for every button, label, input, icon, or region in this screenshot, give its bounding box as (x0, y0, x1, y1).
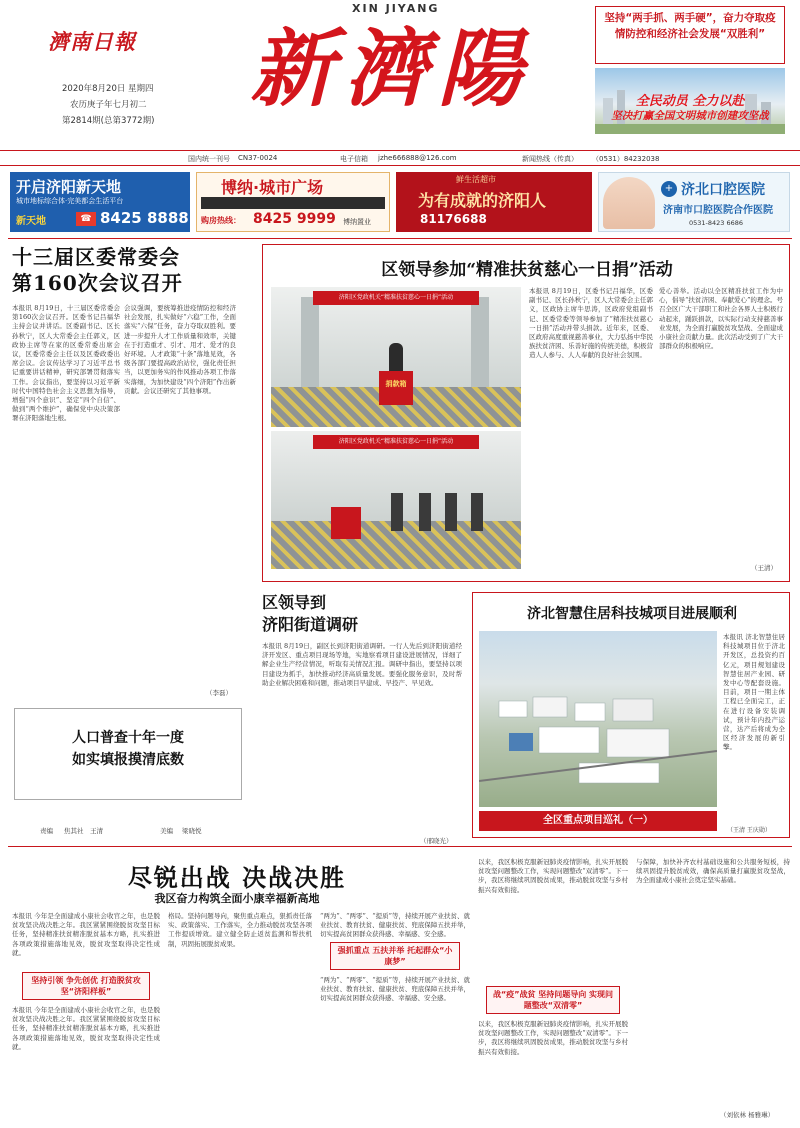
cn-value: CN37-0024 (238, 154, 278, 162)
article5-subtitle: 我区奋力构筑全面小康幸福新高地 (154, 892, 320, 905)
email-label: 电子信箱 (340, 155, 368, 163)
ad3-phone: 81176688 (420, 212, 487, 226)
ad2-brand: 博纳置业 (343, 218, 371, 226)
article5-subhead3 (486, 986, 620, 1014)
designer-label: 美编 (160, 827, 173, 835)
ad3-title: 为有成就的济阳人 (418, 191, 547, 210)
article3-title-line2: 济阳街道调研 (262, 615, 359, 634)
lunar-date: 农历庚子年七月初二 (70, 100, 147, 110)
article1-col2: 会议强调，要统筹推进疫情防控和经济社会发展，扎实做好“六稳”工作，全面落实“六保”任务，奋力夺取双胜利。要进一步提升人才工作质量和效率，关键在于打造重才、引才、用才、爱才的良好环境。人才政策“十条”落地见效，各级各部门要提高政治站位，强化责任担当，以更加务实的作风推动各项工作落实落细，为加快建设“四个济阳”作出新贡献。会议还研究了其他事项。 (124, 304, 236, 395)
article2-title: 区领导参加“精准扶贫慈心一日捐”活动 (381, 260, 673, 280)
city-banner (595, 68, 785, 134)
banner-line1: 全民动员 全力以赴 (635, 94, 745, 109)
ad4-portrait (603, 177, 655, 229)
article5-col2: 格局。坚持问题导向，聚焦重点难点，狠抓责任落实、政策落实、工作落实，全力推动脱贫攻坚各项工作提质增效。建立健全防止返贫监测和帮扶机制，巩固拓展脱贫成果。 (168, 912, 312, 948)
photo-person (445, 493, 457, 531)
article3-title-line1: 区领导到 (262, 593, 327, 612)
article4-title: 济北智慧住居科技城项目进展顺利 (527, 606, 737, 622)
project-caption: 全区重点项目巡礼（一） (479, 811, 717, 831)
donation-box-label: 捐款箱 (385, 380, 407, 388)
article4-byline: （王清 王庆勋） (727, 827, 771, 834)
article5-byline: （刘依林 杨雅琳） (720, 1111, 775, 1119)
hotline-label: 新闻热线（传真） (522, 155, 578, 163)
article5-col4: 以来，我区积极克服新冠肺炎疫情影响，扎实开展脱贫攻坚问题整改工作，实现问题整改“双清零”。下一步，我区将继续巩固脱贫成果，推动脱贫攻坚与乡村振兴有效衔接。 (478, 1020, 628, 1056)
cn-label: 国内统一刊号 (188, 155, 230, 163)
subhead1-text: 坚持引领 争先创优 打造脱贫攻坚“济阳样板” (31, 976, 141, 996)
divider-bottom (8, 846, 792, 847)
article1-byline: （李磊） (206, 689, 232, 697)
hotline-value: （0531）84232038 (592, 155, 660, 163)
census-line1: 人口普查十年一度 (72, 730, 184, 746)
article1-title-line1: 十三届区委常委会 (12, 245, 180, 269)
census-line2: 如实填报摸清底数 (72, 752, 184, 768)
masthead (0, 0, 800, 150)
article5-subhead2 (330, 942, 460, 970)
photo-pillar (471, 297, 489, 387)
article4-frame (472, 592, 790, 838)
census-box (14, 708, 242, 800)
email-value: jzhe666888@126.com (378, 154, 457, 162)
photo-person (471, 493, 483, 531)
ad1-phone: 8425 8888 (100, 209, 189, 227)
masthead-pinyin: XIN JIYANG (352, 2, 440, 15)
article5-col5: 与保障，加快补齐农村基础设施和公共服务短板，持续巩固提升脱贫成效，确保高质量打赢脱贫攻坚战，为全面建成小康社会奠定坚实基础。 (636, 858, 790, 885)
article3-byline: （邢晓光） (420, 837, 453, 845)
small-logo: 濟南日報 (48, 29, 136, 54)
ad2-phone: 8425 9999 (253, 211, 336, 227)
photo-pillar (301, 297, 319, 387)
ad1-title: 开启济阳新天地 (16, 178, 122, 196)
photo-person (419, 493, 431, 531)
article2-col2: 爱心善举。活动以全区精准扶贫工作为中心，倡导“扶贫济困、奉献爱心”的理念。号召全区广大干部职工和社会各界人士积极行动起来，踊跃捐款，以实际行动支持慈善事业发展，为全面打赢脱贫攻坚战、全面建成小康社会贡献力量。此次活动受到了广大干部群众的积极响应。 (659, 287, 783, 351)
editor-names: 焦其社 王清 (64, 827, 103, 835)
article4-body: 本报讯 济北智慧住居科技城项目位于济北开发区，总投资约百亿元，项目规划建设智慧住居产业园、研发中心等配套设施。目前，项目一期主体工程已全面完工，正在进行设备安装调试，预计年内投产运营，达产后将成为全区经济发展的新引擎。 (723, 633, 785, 752)
ad-jibei-dental (598, 172, 790, 232)
ad4-title: 济北口腔医院 (681, 182, 765, 198)
hospital-icon: + (661, 181, 677, 197)
ad4-sub: 济南市口腔医院合作医院 (663, 205, 773, 216)
article1-title-line2: 第160次会议召开 (12, 271, 183, 295)
donation-box (379, 371, 413, 405)
ad1-brand: 新天地 (16, 216, 46, 227)
photo-banner: 济阳区党政机关“精准扶贫慈心一日捐”活动 (313, 435, 479, 449)
ad-xianshenghuo (396, 172, 592, 232)
charity-photo-bottom (271, 431, 521, 569)
article2-byline: （王清） (751, 564, 777, 572)
article5-col1-cont: 本报讯 今年是全面建成小康社会收官之年，也是脱贫攻坚决战决胜之年。我区紧紧围绕脱贫攻坚目标任务，坚持精准扶贫精准脱贫基本方略，扎实推进各项政策措施落地见效，脱贫攻坚取得决定性成就。 (12, 1006, 160, 1051)
article1-headline (12, 244, 250, 296)
publish-date: 2020年8月20日 星期四 (62, 84, 154, 94)
editor-label: 责编 (40, 827, 53, 835)
article3-body: 本报讯 8月19日，副区长到济阳街道调研。一行人先后到济阳街道经济开发区、重点项目现场等地，实地察看项目建设进展情况，详细了解企业生产经营情况，听取有关情况汇报。调研中指出，要坚持以项目建设为抓手，加快推动经济高质量发展。要强化服务意识，及时帮助企业解决困难和问题，推动项目早建成、早投产、早见效。 (262, 642, 462, 687)
ad-xintiandi (10, 172, 190, 232)
article5-subhead1 (22, 972, 150, 1000)
slogan-box (595, 6, 785, 64)
article5-col3: “两为”、“两零”、“提质”等，持续开展产业扶贫、就业扶贫、教育扶贫、健康扶贫、兜底保障五扶并举，切实提高贫困群众获得感、幸福感、安全感。 (320, 976, 470, 1003)
ad1-sub: 城市地标综合体·完美都会生活平台 (16, 197, 124, 205)
ad2-title: 博纳·城市广场 (221, 178, 324, 197)
article5-col4-top: 以来，我区积极克服新冠肺炎疫情影响，扎实开展脱贫攻坚问题整改工作，实现问题整改“双清零”。下一步，我区将继续巩固脱贫成果，推动脱贫攻坚与乡村振兴有效衔接。 (478, 858, 628, 894)
ad3-brand: 鲜生活超市 (456, 175, 496, 184)
article1-col1: 本报讯 8月19日，十三届区委常委会第160次会议召开。区委书记吕福华主持会议并讲话。区委副书记、区长孙秋宁，区人大常委会主任郭义，区政协主席等在家的区委常委出席会议，区委常委会主任以及区委政委出席会议。会议传达学习了习近平总书记重要讲话精神，研究部署贯彻落实工作。会议指出，要坚持以习近平新时代中国特色社会主义思想为指导，增强“四个意识”、坚定“四个自信”、做到“两个维护”，确保党中央决策部署在济阳落地生根。 (12, 304, 120, 423)
banner-line2: 坚决打赢全国文明城市创建攻坚战 (611, 110, 769, 122)
phone-icon: ☎ (76, 212, 96, 226)
ad2-phone-label: 购房热线： (201, 216, 241, 225)
article5-col1: 本报讯 今年是全面建成小康社会收官之年，也是脱贫攻坚决战决胜之年。我区紧紧围绕脱贫攻坚目标任务，坚持精准扶贫精准脱贫基本方略，扎实推进各项政策措施落地见效，脱贫攻坚取得决定性成就。 (12, 912, 160, 957)
designer-name: 梁晓悦 (182, 827, 202, 835)
photo-banner: 济阳区党政机关“精准扶贫慈心一日捐”活动 (313, 291, 479, 305)
article5-col3-top: “两为”、“两零”、“提质”等，持续开展产业扶贫、就业扶贫、教育扶贫、健康扶贫、兜底保障五扶并举，切实提高贫困群众获得感、幸福感、安全感。 (320, 912, 470, 938)
info-bar (0, 150, 800, 166)
slogan-text: 坚持“两手抓、两手硬”，奋力夺取疫情防控和经济社会发展“双胜利” (604, 12, 776, 40)
ad2-strip (201, 197, 385, 209)
subhead2-text: 强抓重点 五扶并举 托起群众“小康梦” (337, 946, 453, 966)
article5-title: 尽锐出战 决战决胜 (127, 863, 347, 892)
article3-headline (262, 592, 462, 636)
issue-number: 第2814期(总第3772期) (62, 116, 155, 126)
article2-frame (262, 244, 790, 582)
aerial-photo (479, 631, 717, 807)
charity-photo-top (271, 287, 521, 427)
photo-person (391, 493, 403, 531)
aerial-buildings-icon (479, 631, 717, 807)
subhead3-text: 战“疫”战贫 坚持问题导向 实现问题整改“双清零” (492, 990, 614, 1010)
ad4-phone: 0531-8423 6686 (689, 219, 744, 227)
divider-ads (8, 238, 792, 239)
donation-box (331, 507, 361, 539)
article2-col1: 本报讯 8月19日，区委书记吕福华，区委副书记、区长孙秋宁，区人大常委会主任郭义，区政协主席牛思涛，区政府党组副书记、区委常委等领导参加了“精准扶贫慈心一日捐”活动并带头捐款。近年来，区委、区政府高度重视慈善事业，大力弘扬中华民族扶贫济困、乐善好施的传统美德，积极营造人人参与、人人奉献的良好社会氛围。 (529, 287, 653, 360)
ad-bona (196, 172, 390, 232)
masthead-title: 新濟陽 (249, 19, 532, 118)
